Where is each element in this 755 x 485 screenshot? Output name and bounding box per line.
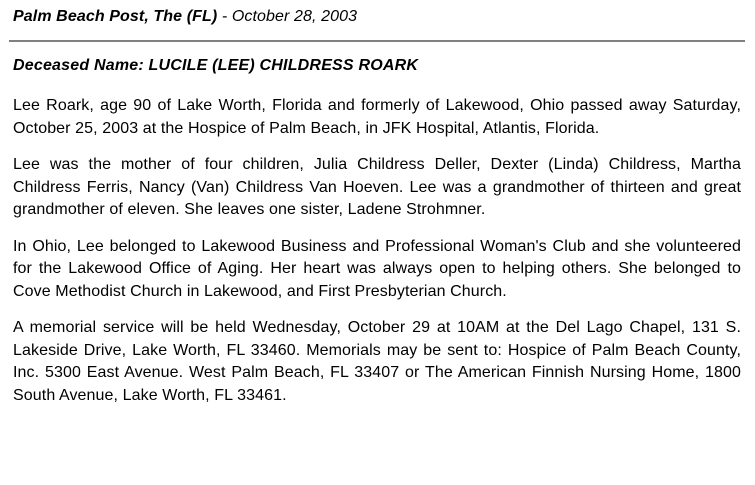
- header-separator: -: [217, 8, 232, 25]
- paragraph-community: In Ohio, Lee belonged to Lakewood Business and Professional Woman's Club and she volunteered for the Lakewood Office of Aging. Her heart was always open to helping others. She belonged to Cove Methodist Church in Lakewood, and First Presbyterian Church.: [13, 237, 741, 300]
- publication-name: Palm Beach Post, The (FL): [13, 8, 218, 25]
- publication-header: [13, 8, 357, 26]
- obituary-body: [13, 95, 741, 421]
- paragraph-family: Lee was the mother of four children, Julia Childress Deller, Dexter (Linda) Childress, Martha Childress Ferris, Nancy (Van) Childress Van Hoeven. Lee was a grandmother of thirteen and great grandmother of eleven. She leaves one sister, Ladene Strohmner.: [13, 156, 741, 218]
- deceased-name-line: [13, 57, 418, 75]
- paragraph-memorial-service: A memorial service will be held Wednesday, October 29 at 10AM at the Del Lago Chapel, 131 S. Lakeside Drive, Lake Worth, FL 33460. Memorials may be sent to: Hospice of Palm Beach County, Inc. 5300 East Avenue. West Palm Beach, FL 33407 or The American Finnish Nursing Home, 1800 South Avenue, Lake Worth, FL 33461.: [13, 319, 741, 404]
- publication-date: October 28, 2003: [231, 8, 358, 25]
- header-divider: [9, 40, 745, 42]
- deceased-name: LUCILE (LEE) CHILDRESS ROARK: [148, 57, 419, 74]
- paragraph-death-notice: Lee Roark, age 90 of Lake Worth, Florida and formerly of Lakewood, Ohio passed away Saturday, October 25, 2003 at the Hospice of Palm Beach, in JFK Hospital, Atlantis, Florida.: [13, 97, 741, 137]
- deceased-label: Deceased Name:: [13, 57, 149, 74]
